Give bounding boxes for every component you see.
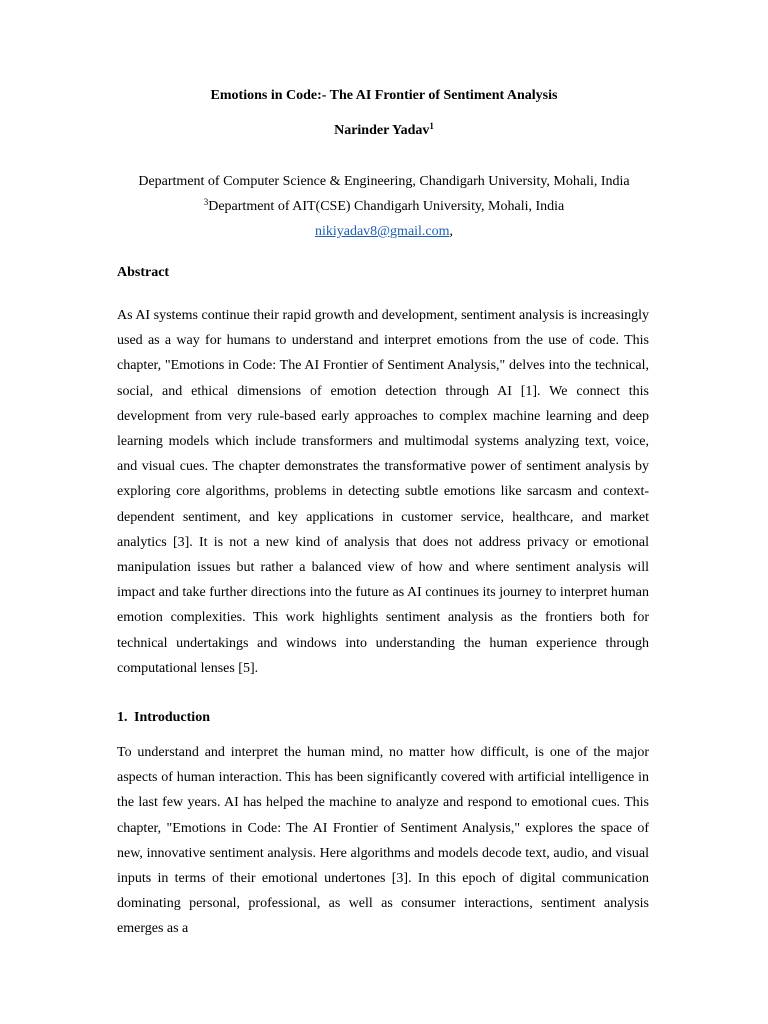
email-line: [0, 222, 768, 242]
affiliation-1: [0, 172, 768, 192]
section-number: 1.: [117, 710, 128, 725]
email-suffix: ,: [449, 224, 454, 239]
affiliation-2-superscript: 3: [203, 197, 209, 207]
affiliation-1-text: Department of Computer Science & Engineering, Chandigarh University, Mohali, India: [138, 174, 630, 189]
abstract-heading: Abstract: [117, 265, 170, 280]
introduction-text: To understand and interpret the human mind, no matter how difficult, is one of the major aspects of human interaction. This has been significantly covered with artificial intelligence in the last few years. AI has helped the machine to analyze and respond to emotional cues. This chapter, "Emotions in Code: The AI Frontier of Sentiment Analysis," explores the space of new, innovative sentiment analysis. Here algorithms and models decode text, audio, and visual inputs in terms of their emotional undertones [3]. In this epoch of digital communication dominating personal, professional, as well as consumer interactions, sentiment analysis emerges as a: [117, 745, 649, 937]
abstract-text: As AI systems continue their rapid growth and development, sentiment analysis is increasingly used as a way for humans to understand and interpret emotions from the use of code. This chapter, "Emotions in Code: The AI Frontier of Sentiment Analysis," delves into the technical, social, and ethical dimensions of emotion detection through AI [1]. We connect this development from very rule-based early approaches to complex machine learning and deep learning models which include transformers and multimodal systems analyzing text, voice, and visual cues. The chapter demonstrates the transformative power of sentiment analysis by exploring core algorithms, problems in detecting subtle emotions like sarcasm and context-dependent sentiment, and key applications in customer service, healthcare, and market analytics [3]. It is not a new kind of analysis that does not address privacy or emotional manipulation issues but rather a balanced view of how and where sentiment analysis will impact and take further directions into the future as AI continues its journey to interpret human emotion complexities. This work highlights sentiment analysis as the frontiers both for technical undertakings and windows into understanding the human experience through computational lenses [5].: [117, 308, 649, 676]
email-link[interactable]: nikiyadav8@gmail.com: [314, 224, 450, 239]
affiliation-2-text: Department of AIT(CSE) Chandigarh University, Mohali, India: [208, 199, 565, 214]
paper-title: Emotions in Code:- The AI Frontier of Sentiment Analysis: [210, 88, 558, 103]
affiliation-2: [0, 197, 768, 217]
author-line: [0, 121, 768, 141]
introduction-heading: [117, 708, 210, 728]
author-name: Narinder Yadav: [334, 123, 430, 138]
section-title: Introduction: [134, 710, 210, 725]
author-superscript: 1: [429, 121, 434, 131]
